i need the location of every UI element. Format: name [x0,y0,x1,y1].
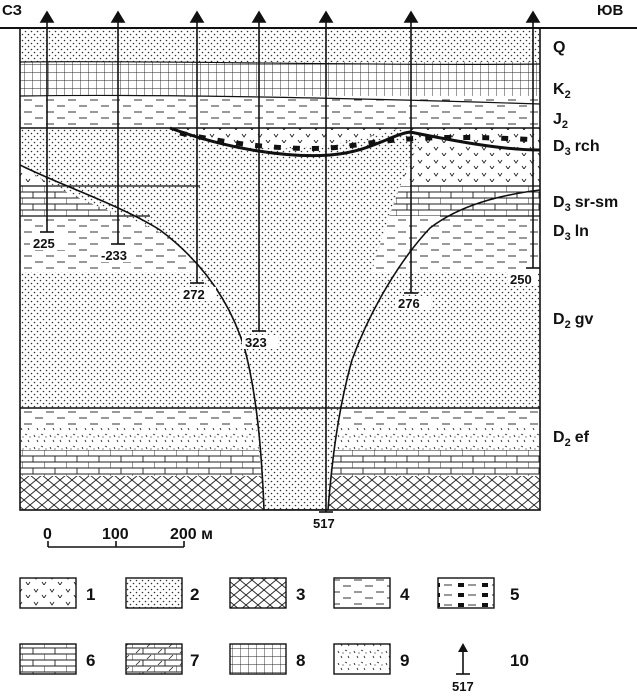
well-label-517: 517 [313,516,335,531]
layer-label-d3rch: $D_3$ rch [553,138,600,158]
section-body [20,28,540,510]
well-label-323: 323 [245,335,267,350]
layer-label-d3ln: $D_3$ ln [553,223,589,243]
layer-label-d2gv: $D_2$ gv [553,311,594,331]
layer-j2-fill [20,96,540,128]
legend-num-4: 4 [400,585,410,604]
legend-swatch-5 [438,578,494,608]
legend-num-7: 7 [190,651,200,670]
scale-tick-0: 0 [43,526,52,543]
legend-well-value: 517 [452,679,474,694]
layer-label-q: Q [553,39,566,56]
layer-label-d3srsm: $D_3$ sr-sm [553,194,619,214]
layer-label-j2: $J_2$ [553,111,569,131]
legend-swatch-4 [334,578,390,608]
orientation-right: ЮВ [597,2,624,19]
legend-num-2: 2 [190,585,200,604]
legend-swatch-6 [20,644,76,674]
layer-label-d2ef: $D_2$ ef [553,429,589,449]
layer-q-fill [20,28,540,62]
layer-k2-fill [20,62,540,96]
legend-num-3: 3 [296,585,306,604]
legend-num-8: 8 [296,651,306,670]
well-label-276: 276 [398,296,420,311]
orientation-left: СЗ [2,2,23,19]
legend-swatch-1 [20,578,76,608]
scale-tick-200: 200 м [170,526,213,543]
legend-swatch-7 [126,644,182,674]
well-label-225: 225 [33,236,55,251]
legend-num-5: 5 [510,585,520,604]
legend-num-9: 9 [400,651,410,670]
scale-bar [43,526,213,547]
legend-swatch-2 [126,578,182,608]
legend-num-1: 1 [86,585,96,604]
layer-labels [553,39,618,449]
legend-well-symbol [452,643,474,694]
legend-swatch-3 [230,578,286,608]
well-label-272: 272 [183,287,205,302]
scale-tick-100: 100 [102,526,129,543]
well-label-233: -233 [101,248,128,263]
legend-num-6: 6 [86,651,96,670]
legend [20,578,529,694]
legend-swatch-9 [334,644,390,674]
legend-swatch-8 [230,644,286,674]
legend-num-10: 10 [510,651,529,670]
well-label-250: 250 [510,272,532,287]
layer-label-k2: $K_2$ [553,81,571,101]
